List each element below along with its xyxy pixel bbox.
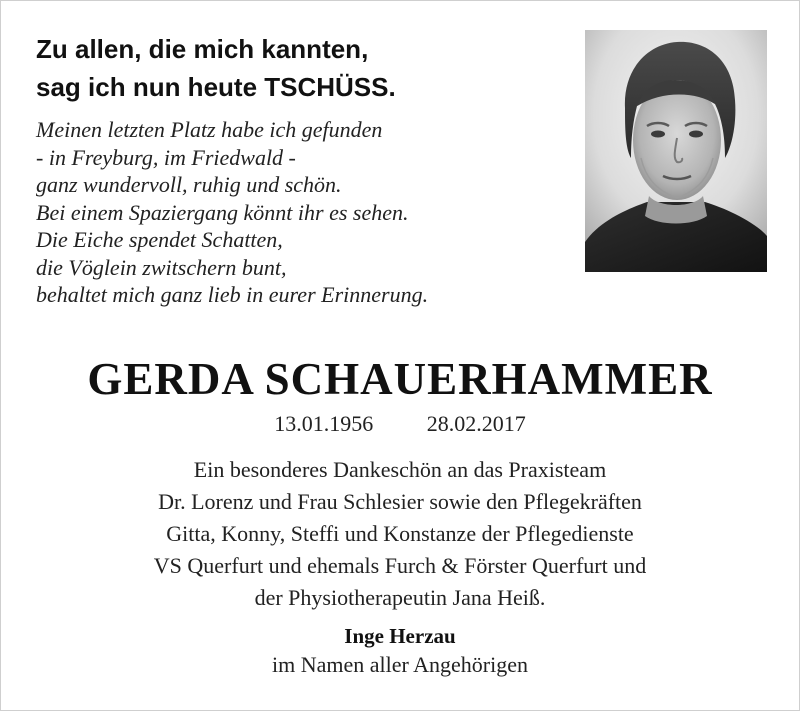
poem-line: ganz wundervoll, ruhig und schön.	[36, 172, 342, 197]
acknowledgement-line: der Physiotherapeutin Jana Heiß.	[254, 585, 546, 610]
birth-date: 13.01.1956	[274, 411, 374, 436]
headline-line-2: sag ich nun heute TSCHÜSS.	[36, 72, 396, 102]
deceased-name: GERDA SCHAUERHAMMER	[87, 354, 713, 404]
signer-name: Inge Herzau	[344, 624, 456, 648]
acknowledgement-line: Dr. Lorenz und Frau Schlesier sowie den Pflegekräften	[158, 489, 642, 514]
portrait-photo	[585, 30, 767, 272]
poem-line: Meinen letzten Platz habe ich gefunden	[36, 117, 383, 142]
poem-line: behaltet mich ganz lieb in eurer Erinnerung.	[36, 282, 429, 307]
headline	[36, 30, 396, 106]
poem	[36, 116, 428, 309]
acknowledgement	[0, 454, 800, 614]
death-date: 28.02.2017	[426, 411, 526, 436]
poem-line: Die Eiche spendet Schatten,	[36, 227, 283, 252]
life-dates	[0, 410, 800, 438]
headline-line-1: Zu allen, die mich kannten,	[36, 34, 369, 64]
portrait-photo-icon	[585, 30, 767, 272]
acknowledgement-line: Ein besonderes Dankeschön an das Praxisteam	[193, 457, 607, 482]
signer-subtitle: im Namen aller Angehörigen	[272, 652, 528, 677]
poem-line: die Vöglein zwitschern bunt,	[36, 254, 287, 280]
poem-line: Bei einem Spaziergang könnt ihr es sehen.	[36, 199, 409, 225]
acknowledgement-line: VS Querfurt und ehemals Furch & Förster Querfurt und	[153, 553, 647, 578]
poem-line: - in Freyburg, im Friedwald -	[36, 144, 296, 170]
acknowledgement-line: Gitta, Konny, Steffi und Konstanze der Pflegedienste	[166, 521, 634, 546]
